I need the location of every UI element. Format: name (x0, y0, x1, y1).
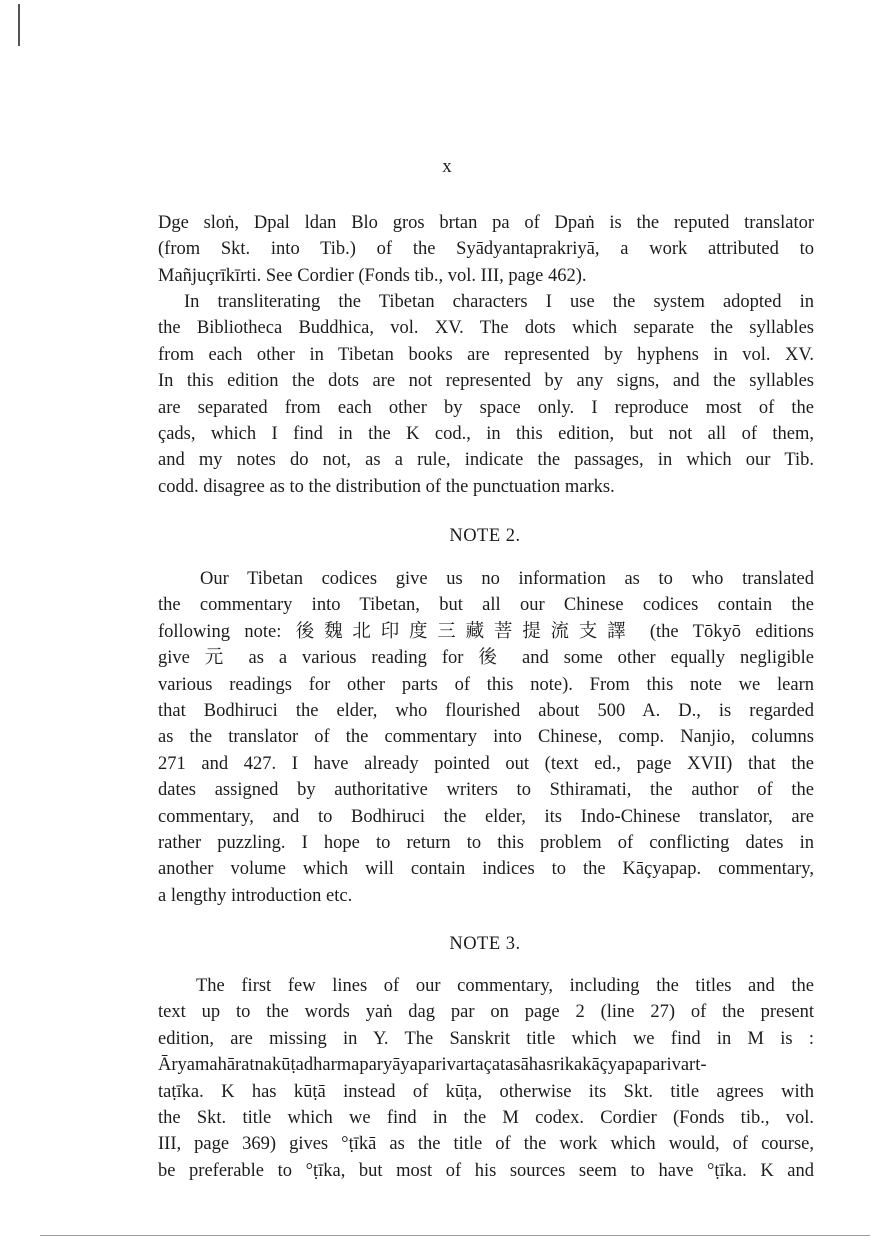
text-line: another volume which will contain indices to the Kāçyapap. commentary, (158, 859, 814, 880)
text-line: taṭīka. K has kūṭā instead of kūṭa, otherwise its Skt. title agrees with (158, 1081, 814, 1102)
text-line: the Bibliotheca Buddhica, vol. XV. The dots which separate the syllables (158, 318, 814, 339)
text-line: be preferable to °ṭīka, but most of his sources seem to have °ṭīka. K and (158, 1160, 814, 1181)
text-line: 271 and 427. I have already pointed out (text ed., page XVII) that the (158, 753, 814, 774)
text-line: (from Skt. into Tib.) of the Syādyantaprakriyā, a work attributed to (158, 239, 814, 260)
text-line: as the translator of the commentary into Chinese, comp. Nanjio, columns (158, 727, 814, 748)
text-line: III, page 369) gives °ṭīkā as the title of the work which would, of course, (158, 1134, 814, 1155)
text-line: various readings for other parts of this note). From this note we learn (158, 674, 814, 695)
text-line: that Bodhiruci the elder, who flourished about 500 A. D., is regarded (158, 701, 814, 722)
text-line: çads, which I find in the K cod., in this edition, but not all of them, (158, 424, 814, 445)
text-line: are separated from each other by space only. I reproduce most of the (158, 397, 814, 418)
paragraph-note-3 (158, 973, 814, 1184)
text-line: codd. disagree as to the distribution of the punctuation marks. (158, 476, 615, 497)
paragraph-note-2 (158, 566, 814, 909)
text-line: from each other in Tibetan books are represented by hyphens in vol. XV. (158, 344, 814, 365)
text-line: In transliterating the Tibetan characters I use the system adopted in (184, 292, 814, 312)
text-line: dates assigned by authoritative writers to Sthiramati, the author of the (158, 780, 814, 801)
page-bottom-rule (40, 1235, 870, 1236)
text-line: the Skt. title which we find in the M codex. Cordier (Fonds tib., vol. (158, 1108, 814, 1129)
text-line: Our Tibetan codices give us no information as to who translated (200, 569, 814, 589)
margin-rule (18, 4, 20, 46)
text-line: Mañjuçrīkīrti. See Cordier (Fonds tib., vol. III, page 462). (158, 265, 587, 286)
paragraph-transliteration (158, 289, 814, 500)
text-line: and my notes do not, as a rule, indicate the passages, in which our Tib. (158, 450, 814, 471)
text-line: commentary, and to Bodhiruci the elder, its Indo-Chinese translator, are (158, 806, 814, 827)
paragraph-translator (158, 210, 814, 289)
section-heading-note-3: NOTE 3. (449, 934, 521, 954)
text-line: following note: 後魏北印度三藏菩提流支譯 (the Tōkyō editions (158, 621, 814, 642)
text-line: give 元 as a various reading for 後 and some other equally negligible (158, 648, 814, 669)
page-number: x (442, 156, 452, 177)
text-line: the commentary into Tibetan, but all our Chinese codices contain the (158, 595, 814, 616)
text-line: Dge sloṅ, Dpal ldan Blo gros brtan pa of Dpaṅ is the reputed translator (158, 213, 814, 233)
text-line: Āryamahāratnakūṭadharmaparyāyaparivartaçatasāhasrikakāçyapaparivart- (158, 1055, 707, 1076)
text-line: rather puzzling. I hope to return to this problem of conflicting dates in (158, 833, 814, 854)
text-line: text up to the words yaṅ dag par on page 2 (line 27) of the present (158, 1002, 814, 1023)
text-line: edition, are missing in Y. The Sanskrit title which we find in M is : (158, 1028, 814, 1049)
text-line: a lengthy introduction etc. (158, 885, 353, 906)
text-line: In this edition the dots are not represented by any signs, and the syllables (158, 371, 814, 392)
text-line: The first few lines of our commentary, including the titles and the (196, 976, 814, 996)
section-heading-note-2: NOTE 2. (449, 526, 521, 546)
